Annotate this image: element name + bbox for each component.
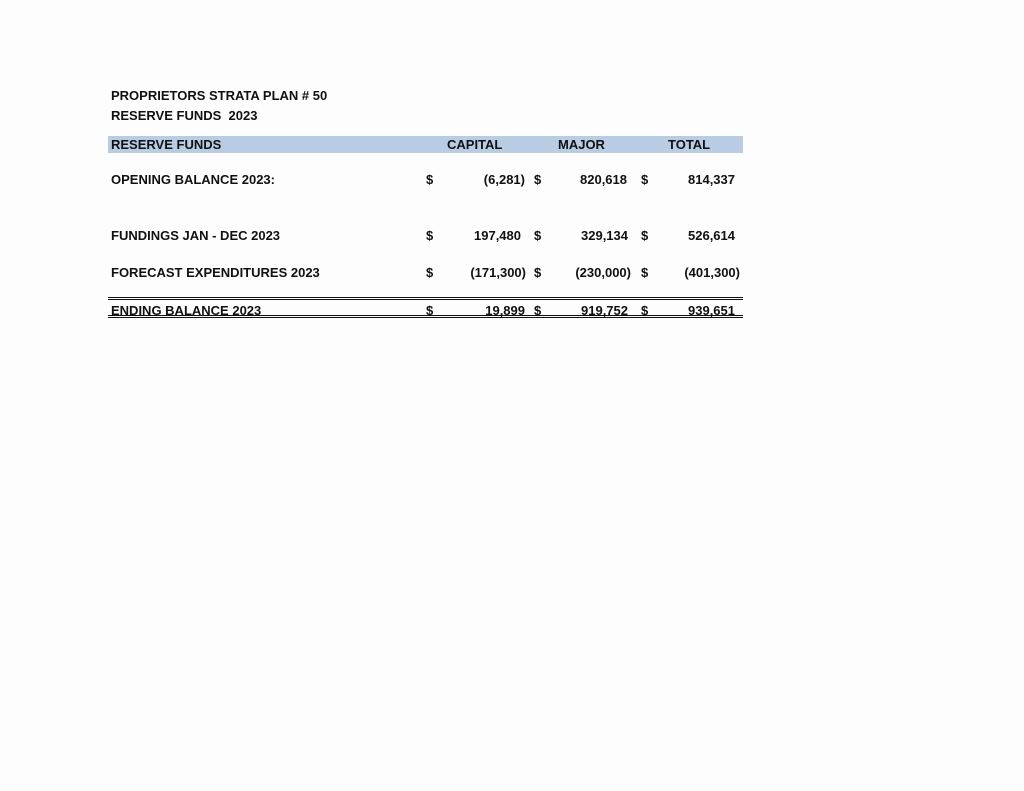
row-label: FORECAST EXPENDITURES 2023 bbox=[111, 265, 320, 280]
total-value: 814,337 bbox=[688, 172, 735, 187]
reserve-funds-table bbox=[108, 136, 743, 318]
document-title bbox=[111, 86, 327, 126]
major-currency-symbol: $ bbox=[534, 303, 542, 318]
major-value: 820,618 bbox=[580, 172, 627, 187]
title-line-plan: PROPRIETORS STRATA PLAN # 50 bbox=[111, 88, 328, 103]
header-reserve-funds: RESERVE FUNDS bbox=[111, 137, 222, 152]
row-label: FUNDINGS JAN - DEC 2023 bbox=[111, 228, 281, 243]
total-currency-symbol: $ bbox=[641, 228, 649, 243]
row-label: ENDING BALANCE 2023 bbox=[111, 303, 262, 318]
header-total: TOTAL bbox=[668, 137, 711, 152]
major-value: 919,752 bbox=[581, 303, 628, 318]
capital-value: 19,899 bbox=[485, 303, 525, 318]
capital-currency-symbol: $ bbox=[426, 265, 434, 280]
total-currency-symbol: $ bbox=[641, 265, 649, 280]
title-line-reserve-funds: RESERVE FUNDS 2023 bbox=[111, 108, 258, 123]
header-major: MAJOR bbox=[558, 137, 605, 152]
major-currency-symbol: $ bbox=[534, 172, 542, 187]
capital-currency-symbol: $ bbox=[426, 228, 434, 243]
table-row-fundings bbox=[108, 227, 743, 245]
double-rule-bottom bbox=[108, 315, 743, 321]
table-row-forecast-expenditures bbox=[108, 264, 743, 282]
row-label: OPENING BALANCE 2023: bbox=[111, 172, 275, 187]
capital-currency-symbol: $ bbox=[426, 303, 434, 318]
total-currency-symbol: $ bbox=[641, 303, 649, 318]
capital-value: (171,300) bbox=[470, 265, 526, 280]
capital-currency-symbol: $ bbox=[426, 172, 434, 187]
table-header-row bbox=[108, 136, 743, 153]
header-capital: CAPITAL bbox=[447, 137, 503, 152]
major-value: (230,000) bbox=[575, 265, 631, 280]
major-value: 329,134 bbox=[581, 228, 628, 243]
total-value: 939,651 bbox=[688, 303, 735, 318]
total-currency-symbol: $ bbox=[641, 172, 649, 187]
table-row-opening-balance bbox=[108, 171, 743, 189]
major-currency-symbol: $ bbox=[534, 228, 542, 243]
total-value: (401,300) bbox=[684, 265, 740, 280]
capital-value: 197,480 bbox=[474, 228, 521, 243]
major-currency-symbol: $ bbox=[534, 265, 542, 280]
total-value: 526,614 bbox=[688, 228, 735, 243]
capital-value: (6,281) bbox=[483, 172, 525, 187]
